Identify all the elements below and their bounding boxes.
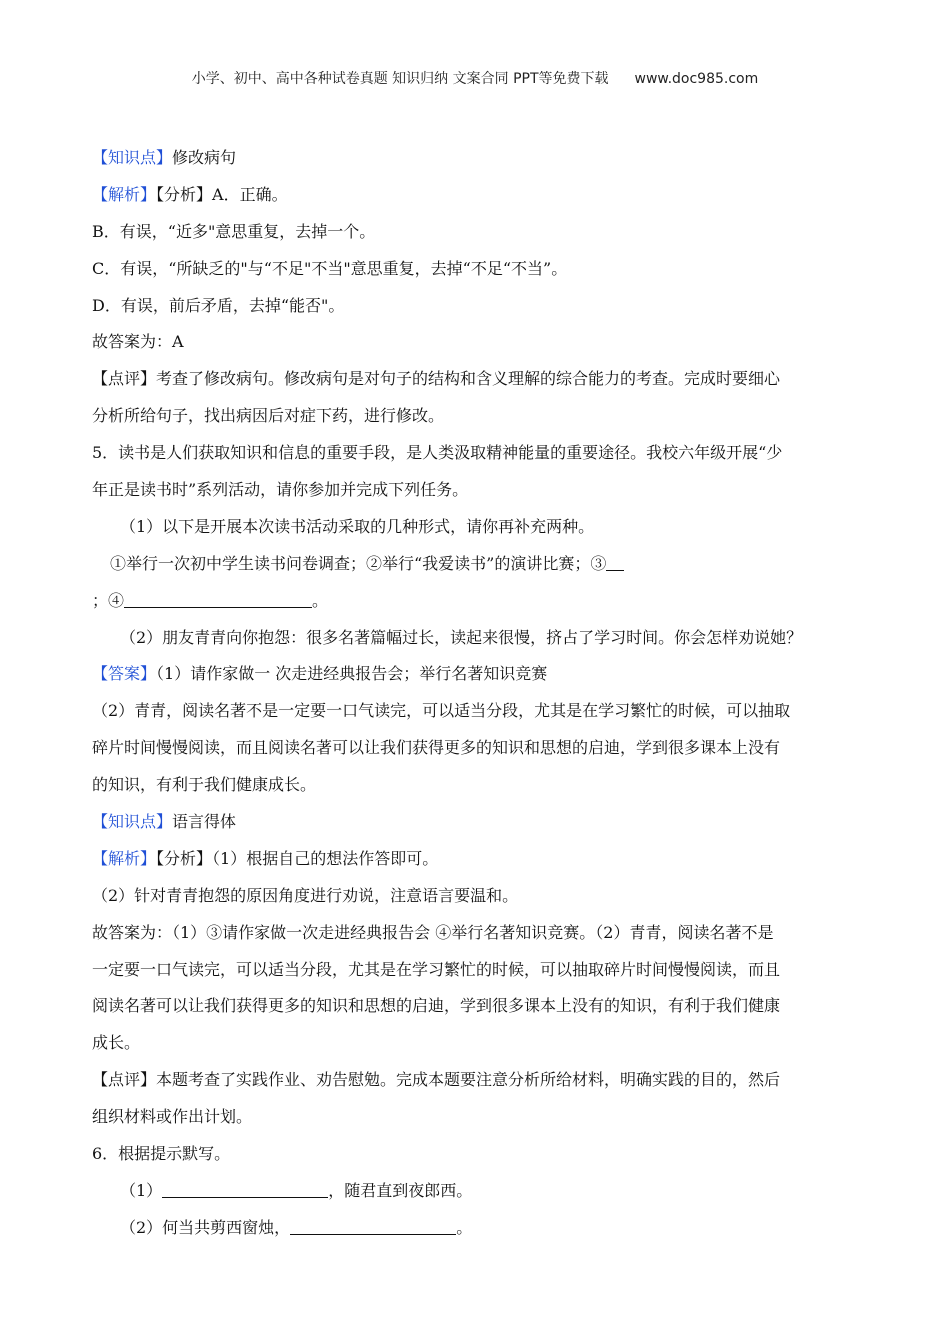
q4-answer: 故答案为：A <box>92 332 184 352</box>
q5-answer-2-1: （2）青青，阅读名著不是一定要一口气读完，可以适当分段，尤其是在学习繁忙的时候，可以抽取 <box>92 701 791 721</box>
q4-knowledge-point: 【知识点】修改病句 <box>92 148 237 167</box>
q4-comment: 【点评】考查了修改病句。修改病句是对句子的结构和含义理解的综合能力的考查。完成时要细心 <box>92 369 781 389</box>
q4-line-d: D．有误，前后矛盾，去掉“能否"。 <box>92 295 345 315</box>
q5-sub1: （1）以下是开展本次读书活动采取的几种形式，请你再补充两种。 <box>120 516 595 536</box>
q5-knowledge-point: 【知识点】语言得体 <box>92 812 237 832</box>
knowledge-tag: 【知识点】 <box>92 148 173 167</box>
q6-sub2: （2）何当共剪西窗烛， 。 <box>120 1217 473 1237</box>
analysis-tag: 【解析】 <box>92 184 157 204</box>
q5-answer: 【答案】（1）请作家做一 次走进经典报告会；举行名著知识竞赛 <box>92 664 548 684</box>
q5-answer-2-3: 的知识，有利于我们健康成长。 <box>92 775 317 795</box>
q4-line-c: C．有误，“所缺乏的"与“不足"不当"意思重复，去掉“不足“不当”。 <box>92 258 568 278</box>
analysis-tag: 【解析】 <box>92 848 157 868</box>
answer-blank <box>290 1216 456 1235</box>
answer-tag: 【答案】 <box>92 664 157 684</box>
answer-blank <box>606 552 624 571</box>
q6-sub1: （1） ，随君直到夜郎西。 <box>120 1180 473 1200</box>
q5-sub1-cont: ；④ 。 <box>92 590 329 610</box>
q5-comment-cont: 组织材料或作出计划。 <box>92 1107 253 1127</box>
q5-stem-2: 年正是读书时”系列活动，请你参加并完成下列任务。 <box>92 480 469 500</box>
q5-answer-2-2: 碎片时间慢慢阅读，而且阅读名著可以让我们获得更多的知识和思想的启迪，学到很多课本上没有 <box>92 738 781 758</box>
q5-final-2: 一定要一口气读完，可以适当分段，尤其是在学习繁忙的时候，可以抽取碎片时间慢慢阅读，而且 <box>92 959 781 979</box>
q4-line-b: B．有误，“近多"意思重复，去掉一个。 <box>92 221 376 241</box>
q5-stem-1: 5．读书是人们获取知识和信息的重要手段，是人类汲取精神能量的重要途径。我校六年级开展“少 <box>92 443 783 463</box>
header-site: www.doc985.com <box>634 71 759 87</box>
q4-analysis: 【解析】【分析】A．正确。 <box>92 184 288 204</box>
q5-analysis: 【解析】【分析】（1）根据自己的想法作答即可。 <box>92 848 439 868</box>
q5-final-3: 阅读名著可以让我们获得更多的知识和思想的启迪，学到很多课本上没有的知识，有利于我们健康 <box>92 996 781 1016</box>
q4-comment-cont: 分析所给句子，找出病因后对症下药，进行修改。 <box>92 406 445 426</box>
answer-blank <box>124 589 312 608</box>
q5-sub1-items: ①举行一次初中学生读书问卷调查；②举行“我爱读书”的演讲比赛；③ <box>92 546 862 583</box>
q6-stem: 6．根据提示默写。 <box>92 1144 231 1164</box>
q5-final-1: 故答案为：（1）③请作家做一次走进经典报告会 ④举行名著知识竞赛。（2）青青，阅读名著不是 <box>92 922 774 942</box>
document-body <box>92 140 862 1247</box>
comment-tag: 【点评】 <box>92 1070 157 1090</box>
header-text: 小学、初中、高中各种试卷真题 知识归纳 文案合同 PPT等免费下载 <box>191 71 609 87</box>
knowledge-tag: 【知识点】 <box>92 812 173 832</box>
comment-tag: 【点评】 <box>92 369 157 389</box>
q5-sub2: （2）朋友青青向你抱怨：很多名著篇幅过长，读起来很慢，挤占了学习时间。你会怎样劝说她？ <box>120 627 803 647</box>
q5-final-4: 成长。 <box>92 1033 141 1053</box>
page-header <box>0 68 950 88</box>
q5-analysis-2: （2）针对青青抱怨的原因角度进行劝说，注意语言要温和。 <box>92 885 519 905</box>
q5-comment: 【点评】本题考查了实践作业、劝告慰勉。完成本题要注意分析所给材料，明确实践的目的，然后 <box>92 1070 781 1090</box>
answer-blank <box>162 1179 328 1198</box>
